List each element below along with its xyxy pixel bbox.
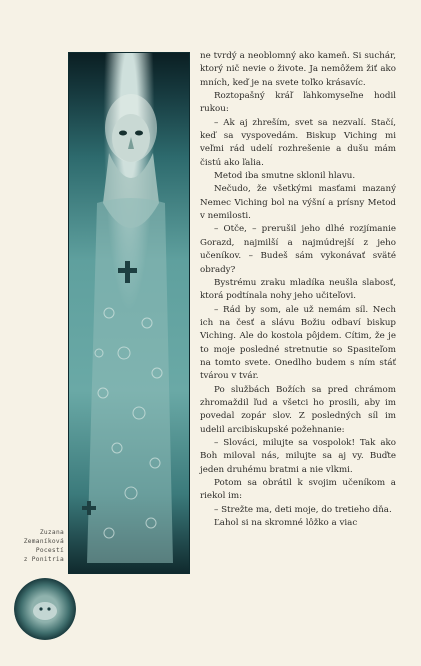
illustration-caption: [6, 528, 64, 564]
saint-illustration: [68, 52, 190, 574]
caption-line: Pocestí: [35, 547, 64, 554]
paragraph: – Strežte ma, deti moje, do tretieho dňa.: [214, 504, 392, 515]
caption-line: Zuzana: [39, 529, 64, 536]
paragraph: Bystrému zraku mladíka neušla slabosť, ktorá podtínala nohy jeho učiteľovi.: [200, 277, 396, 302]
vignette-drawing: [14, 578, 76, 640]
paragraph: Metod iba smutne sklonil hlavu.: [214, 171, 356, 182]
saint-figure-drawing: [69, 53, 189, 573]
decorative-vignette: [14, 578, 76, 640]
paragraph: – Otče, – prerušil jeho dlhé rozjímanie Gorazd, najmilší a najmúdrejší z jeho učeníkov. – Budeš sám vykonávať sväté obrady?: [200, 224, 396, 275]
paragraph: Po službách Božích sa pred chrámom zhromaždil ľud a všetci ho prosili, aby im povedal zopár slov. Z posledných síl im udelil arcibiskupské požehnanie:: [200, 384, 396, 435]
paragraph: Roztopašný kráľ ľahkomyseľne hodil rukou:: [200, 91, 396, 115]
paragraph: Potom sa obrátil k svojim učeníkom a riekol im:: [200, 478, 396, 502]
paragraph: – Ak aj zhreším, svet sa nezvalí. Stačí, keď sa vyspovedám. Biskup Viching mi veľmi rád udelí rozhrešenie a dušu mám čistú ako ľalia.: [200, 117, 396, 168]
body-text: [200, 50, 396, 530]
caption-line: z Ponitria: [23, 556, 64, 563]
paragraph: Nečudo, že všetkými masťami mazaný Nemec Viching bol na výšní a prísny Metod v nemilosti.: [200, 184, 396, 222]
paragraph: – Rád by som, ale už nemám síl. Nech ich na česť a slávu Božiu odbaví biskup Viching. Ale do kostola pôjdem. Cítim, že je to moje posledné stretnutie so Spasiteľom na tomto svete. Onedlho budem s ním stáť tvárou v tvár.: [200, 304, 396, 382]
paragraph: ne tvrdý a neoblomný ako kameň. Si suchár, ktorý nič nevie o živote. Ja nemôžem žiť ako mních, keď je na svete toľko krásavíc.: [200, 51, 396, 88]
caption-line: Zemaníková: [23, 538, 64, 545]
paragraph: – Slováci, milujte sa vospolok! Tak ako Boh miloval nás, milujte sa aj vy. Buďte jeden druhému bratmi a nie vlkmi.: [200, 437, 396, 475]
paragraph: Ľahol si na skromné lôžko a viac: [214, 518, 358, 529]
